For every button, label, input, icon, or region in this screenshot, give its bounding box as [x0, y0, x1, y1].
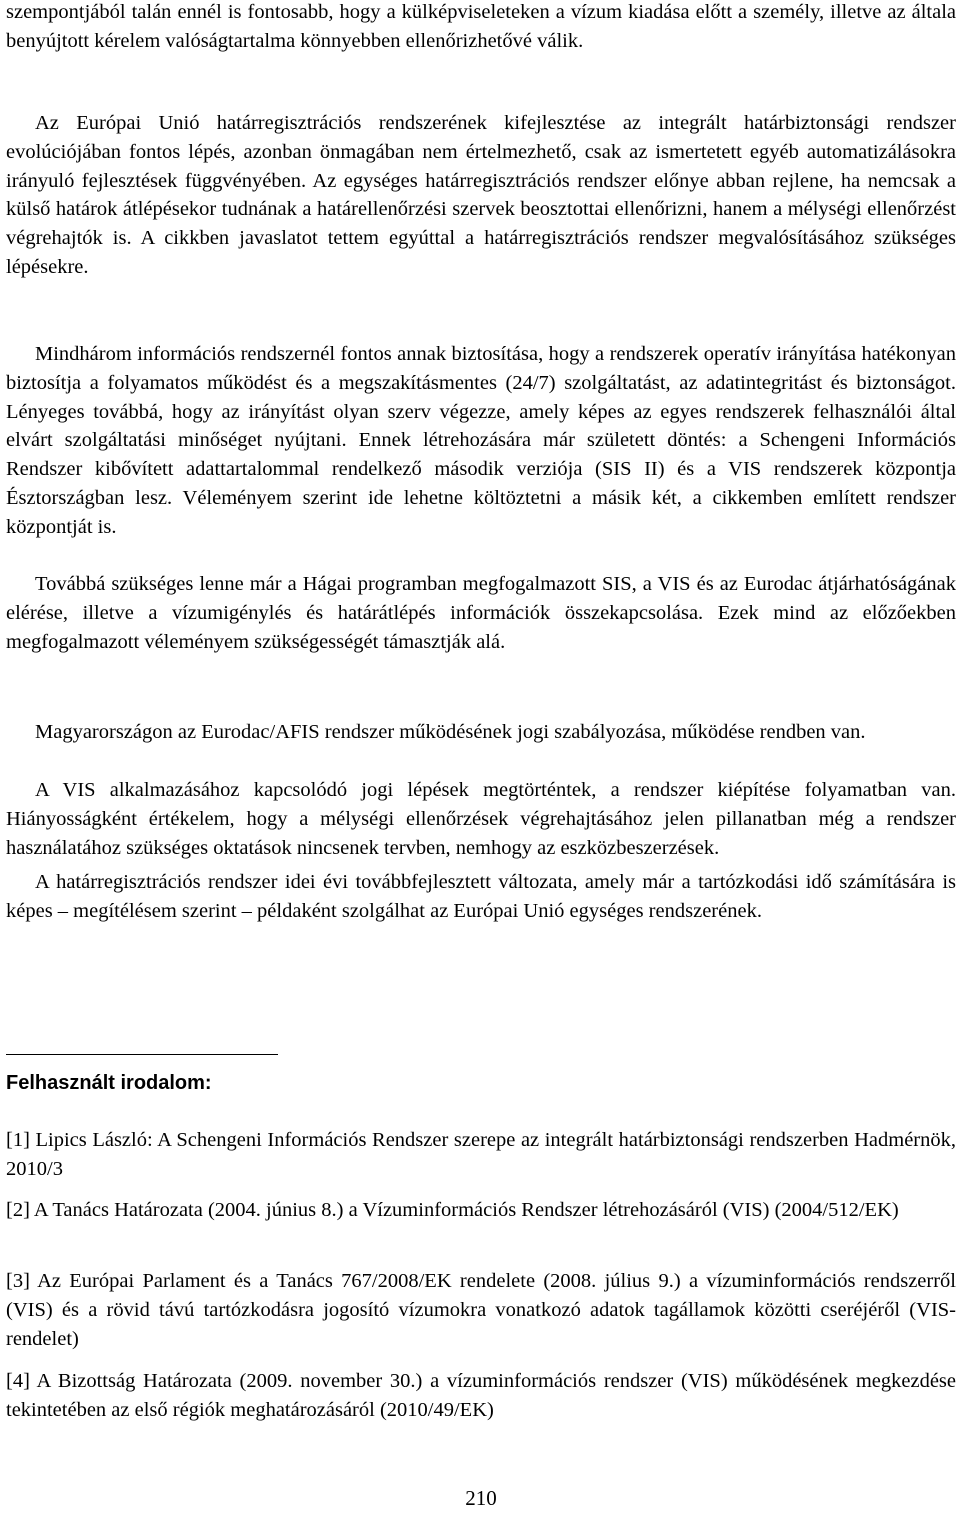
document-page [6, 0, 956, 1513]
body-paragraph: Magyarországon az Eurodac/AFIS rendszer működésének jogi szabályozása, működése rendben van. [35, 721, 866, 743]
body-paragraph: A VIS alkalmazásához kapcsolódó jogi lépések megtörténtek, a rendszer kiépítése folyamatban van. Hiányosságként értékelem, hogy a mélységi ellenőrzések végrehajtásához jelen pillanatban még a rendszer használatához szükséges oktatások nincsenek tervben, nemhogy az eszközbeszerzések. [6, 779, 956, 859]
section-divider [6, 1054, 278, 1055]
page-number: 210 [465, 1486, 497, 1510]
body-paragraph: A határregisztrációs rendszer idei évi továbbfejlesztett változata, amely már a tartózkodási idő számítására is képes – megítélésem szerint – példaként szolgálhat az Európai Unió egységes rendszerének. [6, 871, 956, 922]
body-paragraph: Mindhárom információs rendszernél fontos annak biztosítása, hogy a rendszerek operatív irányítása hatékonyan biztosítja a folyamatos működést és a megszakításmentes (24/7) szolgáltatást, az adatintegritást és biztonságot. Lényeges továbbá, hogy az irányítást olyan szerv végezze, amely képes az egyes rendszerek felhasználói által elvárt szolgáltatási minőséget nyújtani. Ennek létrehozására már született döntés: a Schengeni Információs Rendszer kibővített adattartalommal rendelkező második verziója (SIS II) és a VIS rendszerek központja Észtországban lesz. Véleményem szerint ide lehetne költöztetni a másik két, a cikkemben említett rendszer központját is. [6, 343, 956, 538]
body-paragraph: szempontjából talán ennél is fontosabb, hogy a külképviseleteken a vízum kiadása előtt a személy, illetve az általa benyújtott kérelem valóságtartalma könnyebben ellenőrizhetővé válik. [6, 1, 956, 52]
references-heading: Felhasznált irodalom: [6, 1072, 212, 1094]
reference-item: [3] Az Európai Parlament és a Tanács 767/2008/EK rendelete (2008. július 9.) a vízuminformációs rendszerről (VIS) és a rövid távú tartózkodásra jogosító vízumokra vonatkozó adatok tagállamok közötti cseréjéről (VIS-rendelet) [6, 1270, 956, 1350]
reference-item: [1] Lipics László: A Schengeni Információs Rendszer szerepe az integrált határbiztonsági rendszerben Hadmérnök, 2010/3 [6, 1129, 956, 1180]
reference-item: [2] A Tanács Határozata (2004. június 8.) a Vízuminformációs Rendszer létrehozásáról (VIS) (2004/512/EK) [6, 1199, 899, 1221]
body-paragraph: Az Európai Unió határregisztrációs rendszerének kifejlesztése az integrált határbiztonsági rendszer evolúciójában fontos lépés, azonban önmagában nem értelmezhető, csak az ismertetett egyéb automatizálásokra irányuló fejlesztések függvényében. Az egységes határregisztrációs rendszer előnye abban rejlene, ha nemcsak a külső határok átlépésekor tudnának a határellenőrzési szervek beosztottai ellenőrizni, hanem a mélységi ellenőrzést végrehajtók is. A cikkben javaslatot tettem egyúttal a határregisztrációs rendszer megvalósításához szükséges lépésekre. [6, 112, 956, 278]
reference-item: [4] A Bizottság Határozata (2009. november 30.) a vízuminformációs rendszer (VIS) működésének megkezdése tekintetében az első régiók meghatározásáról (2010/49/EK) [6, 1370, 956, 1421]
body-paragraph: Továbbá szükséges lenne már a Hágai programban megfogalmazott SIS, a VIS és az Eurodac átjárhatóságának elérése, illetve a vízumigénylés és határátlépés információk összekapcsolása. Ezek mind az előzőekben megfogalmazott véleményem szükségességét támasztják alá. [6, 573, 956, 653]
